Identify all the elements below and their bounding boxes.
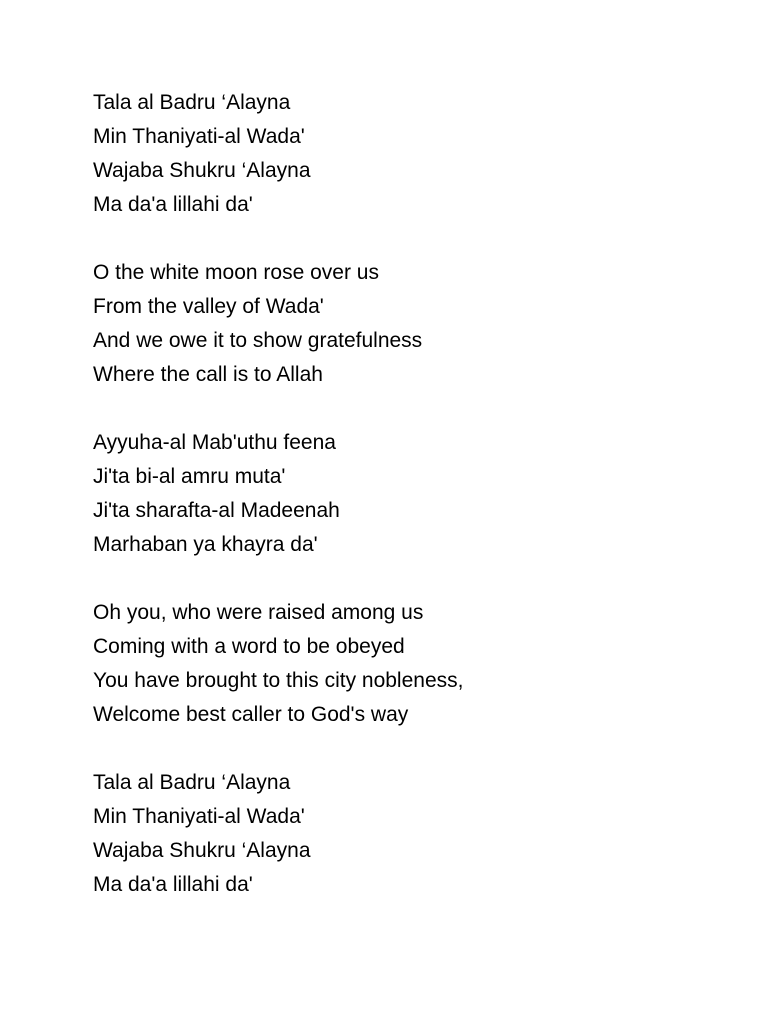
lyric-line: And we owe it to show gratefulness bbox=[93, 329, 423, 352]
lyric-line: Min Thaniyati-al Wada' bbox=[93, 125, 305, 148]
lyric-line: Min Thaniyati-al Wada' bbox=[93, 805, 305, 828]
lyric-line: From the valley of Wada' bbox=[93, 295, 324, 318]
lyric-line: Ayyuha-al Mab'uthu feena bbox=[93, 431, 336, 454]
lyric-line: O the white moon rose over us bbox=[93, 261, 379, 284]
lyric-line: Wajaba Shukru ‘Alayna bbox=[93, 839, 311, 862]
lyric-line: Ji'ta sharafta-al Madeenah bbox=[93, 499, 340, 522]
lyric-line: Tala al Badru ‘Alayna bbox=[93, 91, 291, 114]
lyric-line: Ma da'a lillahi da' bbox=[93, 873, 253, 896]
stanza-5 bbox=[93, 766, 713, 902]
lyric-line: Oh you, who were raised among us bbox=[93, 601, 424, 624]
lyric-line: Tala al Badru ‘Alayna bbox=[93, 771, 291, 794]
lyric-line: Welcome best caller to God's way bbox=[93, 703, 409, 726]
stanza-3 bbox=[93, 426, 713, 562]
lyric-line: Coming with a word to be obeyed bbox=[93, 635, 405, 658]
lyrics-body bbox=[93, 86, 713, 936]
lyric-line: Where the call is to Allah bbox=[93, 363, 323, 386]
stanza-2 bbox=[93, 256, 713, 392]
lyric-line: You have brought to this city nobleness, bbox=[93, 669, 464, 692]
lyric-line: Wajaba Shukru ‘Alayna bbox=[93, 159, 311, 182]
lyric-line: Marhaban ya khayra da' bbox=[93, 533, 318, 556]
lyric-line: Ji'ta bi-al amru muta' bbox=[93, 465, 286, 488]
stanza-1 bbox=[93, 86, 713, 222]
stanza-4 bbox=[93, 596, 713, 732]
lyric-line: Ma da'a lillahi da' bbox=[93, 193, 253, 216]
